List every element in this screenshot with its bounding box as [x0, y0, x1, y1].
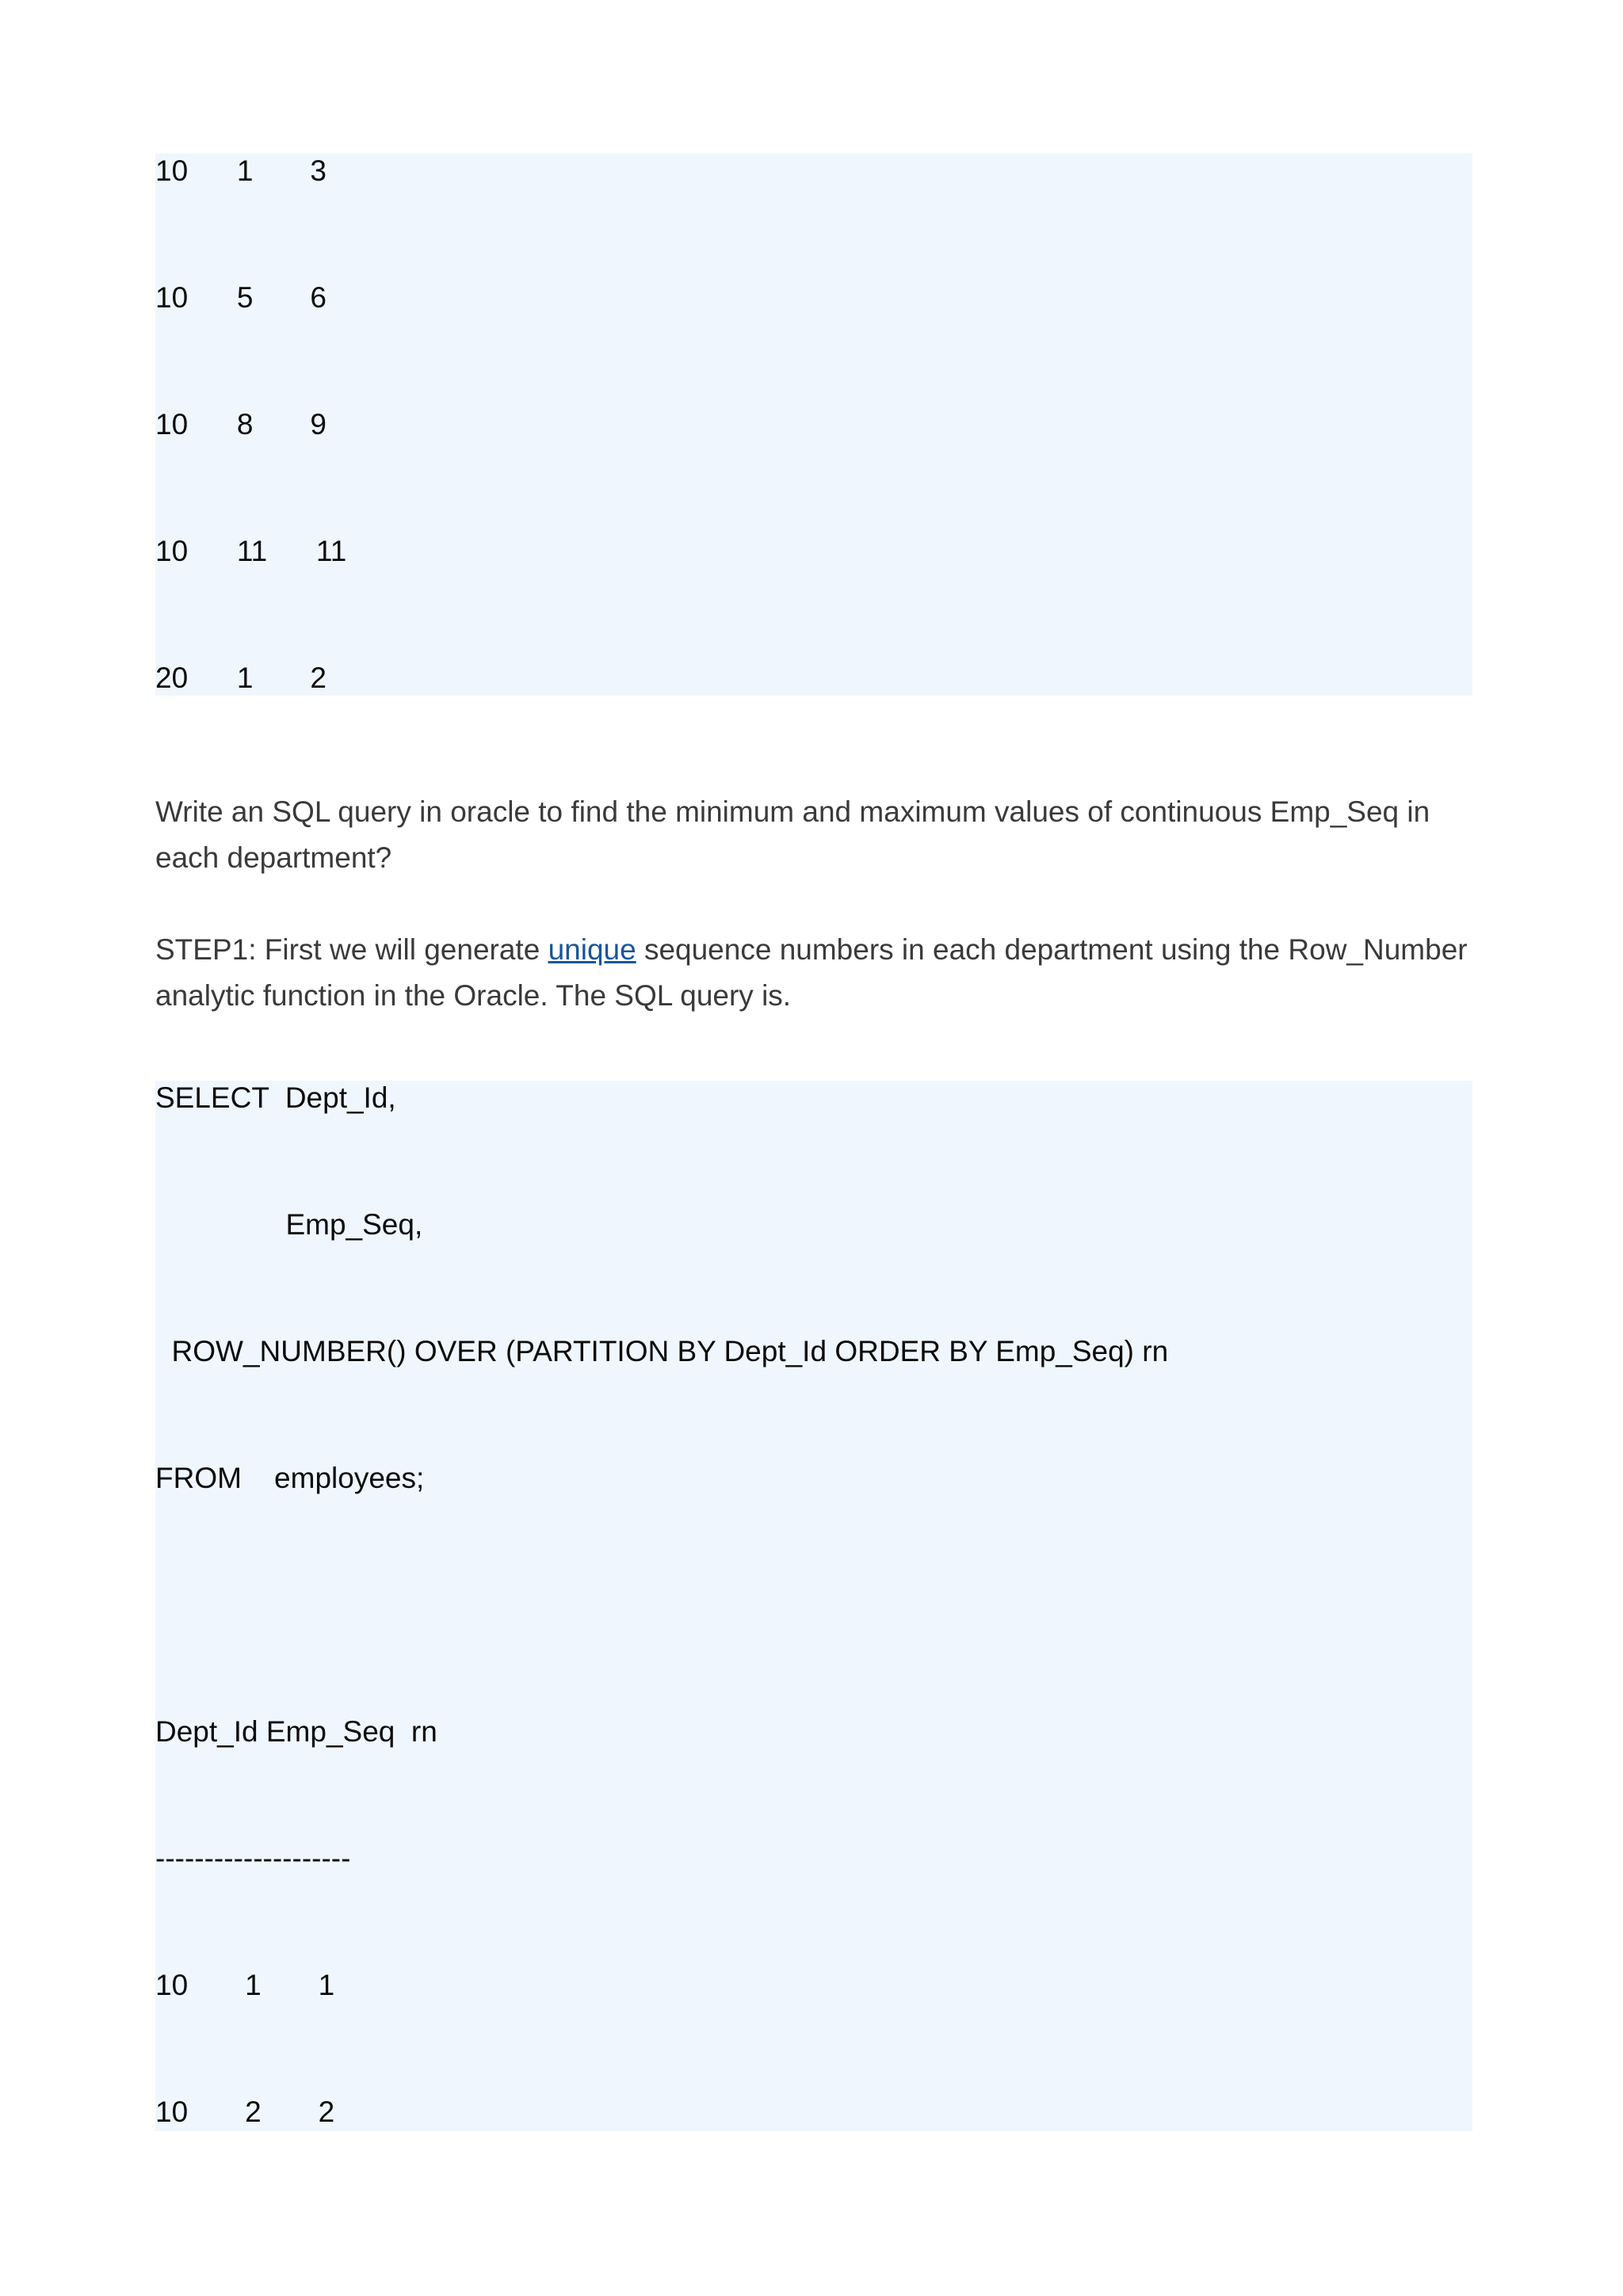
- sql-code-block: [155, 1081, 1472, 2131]
- code-line-emp-seq: Emp_Seq,: [155, 1208, 423, 1241]
- code-line-header: Dept_Id Emp_Seq rn: [155, 1715, 437, 1748]
- step1-text-after: sequence numbers in each department using the Row_Number analytic function in the Oracle. The SQL query is.: [155, 933, 1468, 1012]
- code-line-row-number: ROW_NUMBER() OVER (PARTITION BY Dept_Id ORDER BY Emp_Seq) rn: [155, 1335, 1169, 1367]
- unique-link[interactable]: unique: [548, 933, 636, 966]
- step1-paragraph: [155, 927, 1487, 1019]
- question-paragraph: Write an SQL query in oracle to find the minimum and maximum values of continuous Emp_Seq in each department?: [155, 795, 1430, 874]
- result-row: 10 1 3: [155, 154, 327, 187]
- code-line-row: 10 2 2: [155, 2096, 335, 2128]
- result-row: 10 5 6: [155, 281, 327, 314]
- code-line-separator: --------------------: [155, 1842, 351, 1875]
- code-line-select: SELECT Dept_Id,: [155, 1081, 396, 1114]
- result-row: 10 8 9: [155, 408, 327, 441]
- code-line-row: 10 1 1: [155, 1969, 335, 2001]
- result-table-code-block: [155, 154, 1472, 696]
- step1-text-before: STEP1: First we will generate: [155, 933, 548, 966]
- code-line-from: FROM employees;: [155, 1462, 425, 1494]
- result-row: 10 11 11: [155, 535, 347, 567]
- result-row: 20 1 2: [155, 662, 327, 694]
